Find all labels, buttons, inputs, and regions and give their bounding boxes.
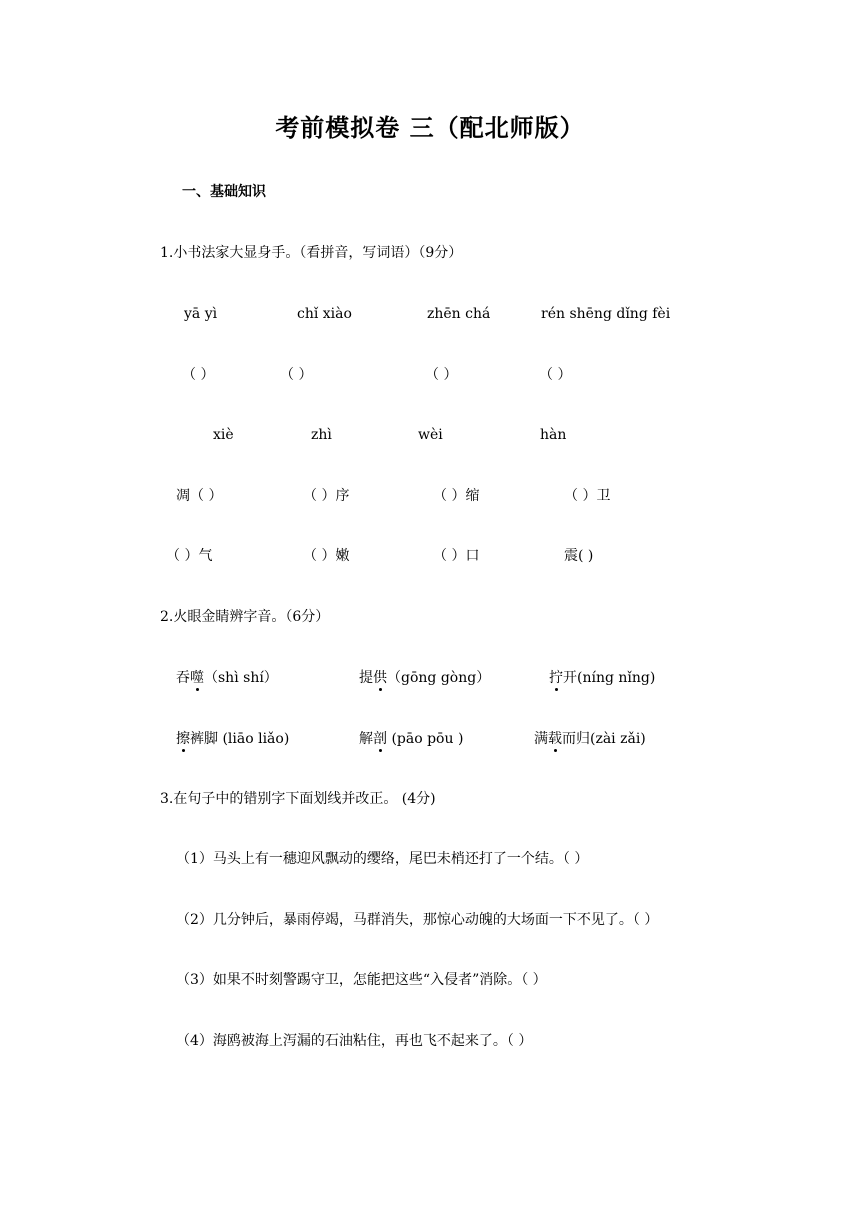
sentence-item: （4）海鸥被海上泻漏的石油粘住，再也飞不起来了。（ ） bbox=[176, 1033, 533, 1049]
question-2-heading: 2.火眼金睛辨字音。（6分） bbox=[160, 609, 330, 625]
answer-blank: （ ）缩 bbox=[433, 488, 480, 504]
dotted-char: 载 bbox=[548, 731, 562, 747]
dotted-char: 供 bbox=[373, 670, 387, 686]
answer-blank: （ ） bbox=[182, 367, 215, 383]
pinyin-options: 裤脚 (liāo liǎo) bbox=[190, 731, 290, 747]
pronunciation-item bbox=[359, 669, 490, 687]
section-heading: 一、基础知识 bbox=[182, 184, 266, 200]
pinyin: hàn bbox=[540, 427, 567, 443]
pinyin-options: 而归(zài zǎi) bbox=[562, 731, 646, 747]
question-3-heading: 3.在句子中的错别字下面划线并改正。 (4分) bbox=[160, 791, 436, 807]
pinyin-options: 开(níng nǐng) bbox=[563, 670, 656, 686]
pronunciation-item bbox=[176, 669, 278, 687]
answer-blank: （ ）气 bbox=[166, 548, 213, 564]
dotted-char: 拧 bbox=[549, 670, 563, 686]
answer-blank: （ ） bbox=[280, 367, 313, 383]
sentence-item: （1）马头上有一穗迎风飘动的缨络，尾巴未梢还打了一个结。（ ） bbox=[176, 851, 589, 867]
page-title: 考前模拟卷 三（配北师版） bbox=[275, 113, 585, 142]
answer-blank: 震( ) bbox=[564, 548, 594, 564]
sentence-item: （3）如果不时刻警踢守卫，怎能把这些“入侵者”消除。（ ） bbox=[176, 972, 547, 988]
word-part: 满 bbox=[534, 731, 548, 747]
pinyin: chǐ xiào bbox=[297, 306, 352, 322]
pinyin: zhēn chá bbox=[427, 306, 491, 322]
pronunciation-item bbox=[359, 730, 463, 748]
pronunciation-item bbox=[534, 730, 646, 748]
pinyin: yā yì bbox=[184, 306, 218, 322]
word-part: 解 bbox=[359, 731, 373, 747]
dotted-char: 噬 bbox=[190, 670, 204, 686]
pinyin-options: （gōng gòng） bbox=[387, 670, 491, 686]
pinyin: xiè bbox=[213, 427, 234, 443]
answer-blank: 凋（ ） bbox=[176, 488, 223, 504]
answer-blank: （ ）卫 bbox=[564, 488, 611, 504]
answer-blank: （ ） bbox=[539, 367, 572, 383]
dotted-char: 擦 bbox=[176, 731, 190, 747]
question-1-heading: 1.小书法家大显身手。（看拼音，写词语）（9分） bbox=[160, 245, 463, 261]
answer-blank: （ ）嫩 bbox=[303, 548, 350, 564]
pronunciation-item bbox=[176, 730, 289, 748]
answer-blank: （ ） bbox=[425, 367, 458, 383]
pinyin-options: (pāo pōu ) bbox=[387, 731, 464, 747]
pronunciation-item bbox=[549, 669, 655, 687]
pinyin-options: （shì shí） bbox=[204, 670, 278, 686]
dotted-char: 剖 bbox=[373, 731, 387, 747]
pinyin: wèi bbox=[418, 427, 443, 443]
answer-blank: （ ）序 bbox=[303, 488, 350, 504]
pinyin: zhì bbox=[311, 427, 332, 443]
answer-blank: （ ）口 bbox=[433, 548, 480, 564]
word-part: 提 bbox=[359, 670, 373, 686]
pinyin: rén shēng dǐng fèi bbox=[541, 306, 671, 322]
sentence-item: （2）几分钟后，暴雨停竭，马群消失，那惊心动魄的大场面一下不见了。（ ） bbox=[176, 912, 659, 928]
word-part: 吞 bbox=[176, 670, 190, 686]
